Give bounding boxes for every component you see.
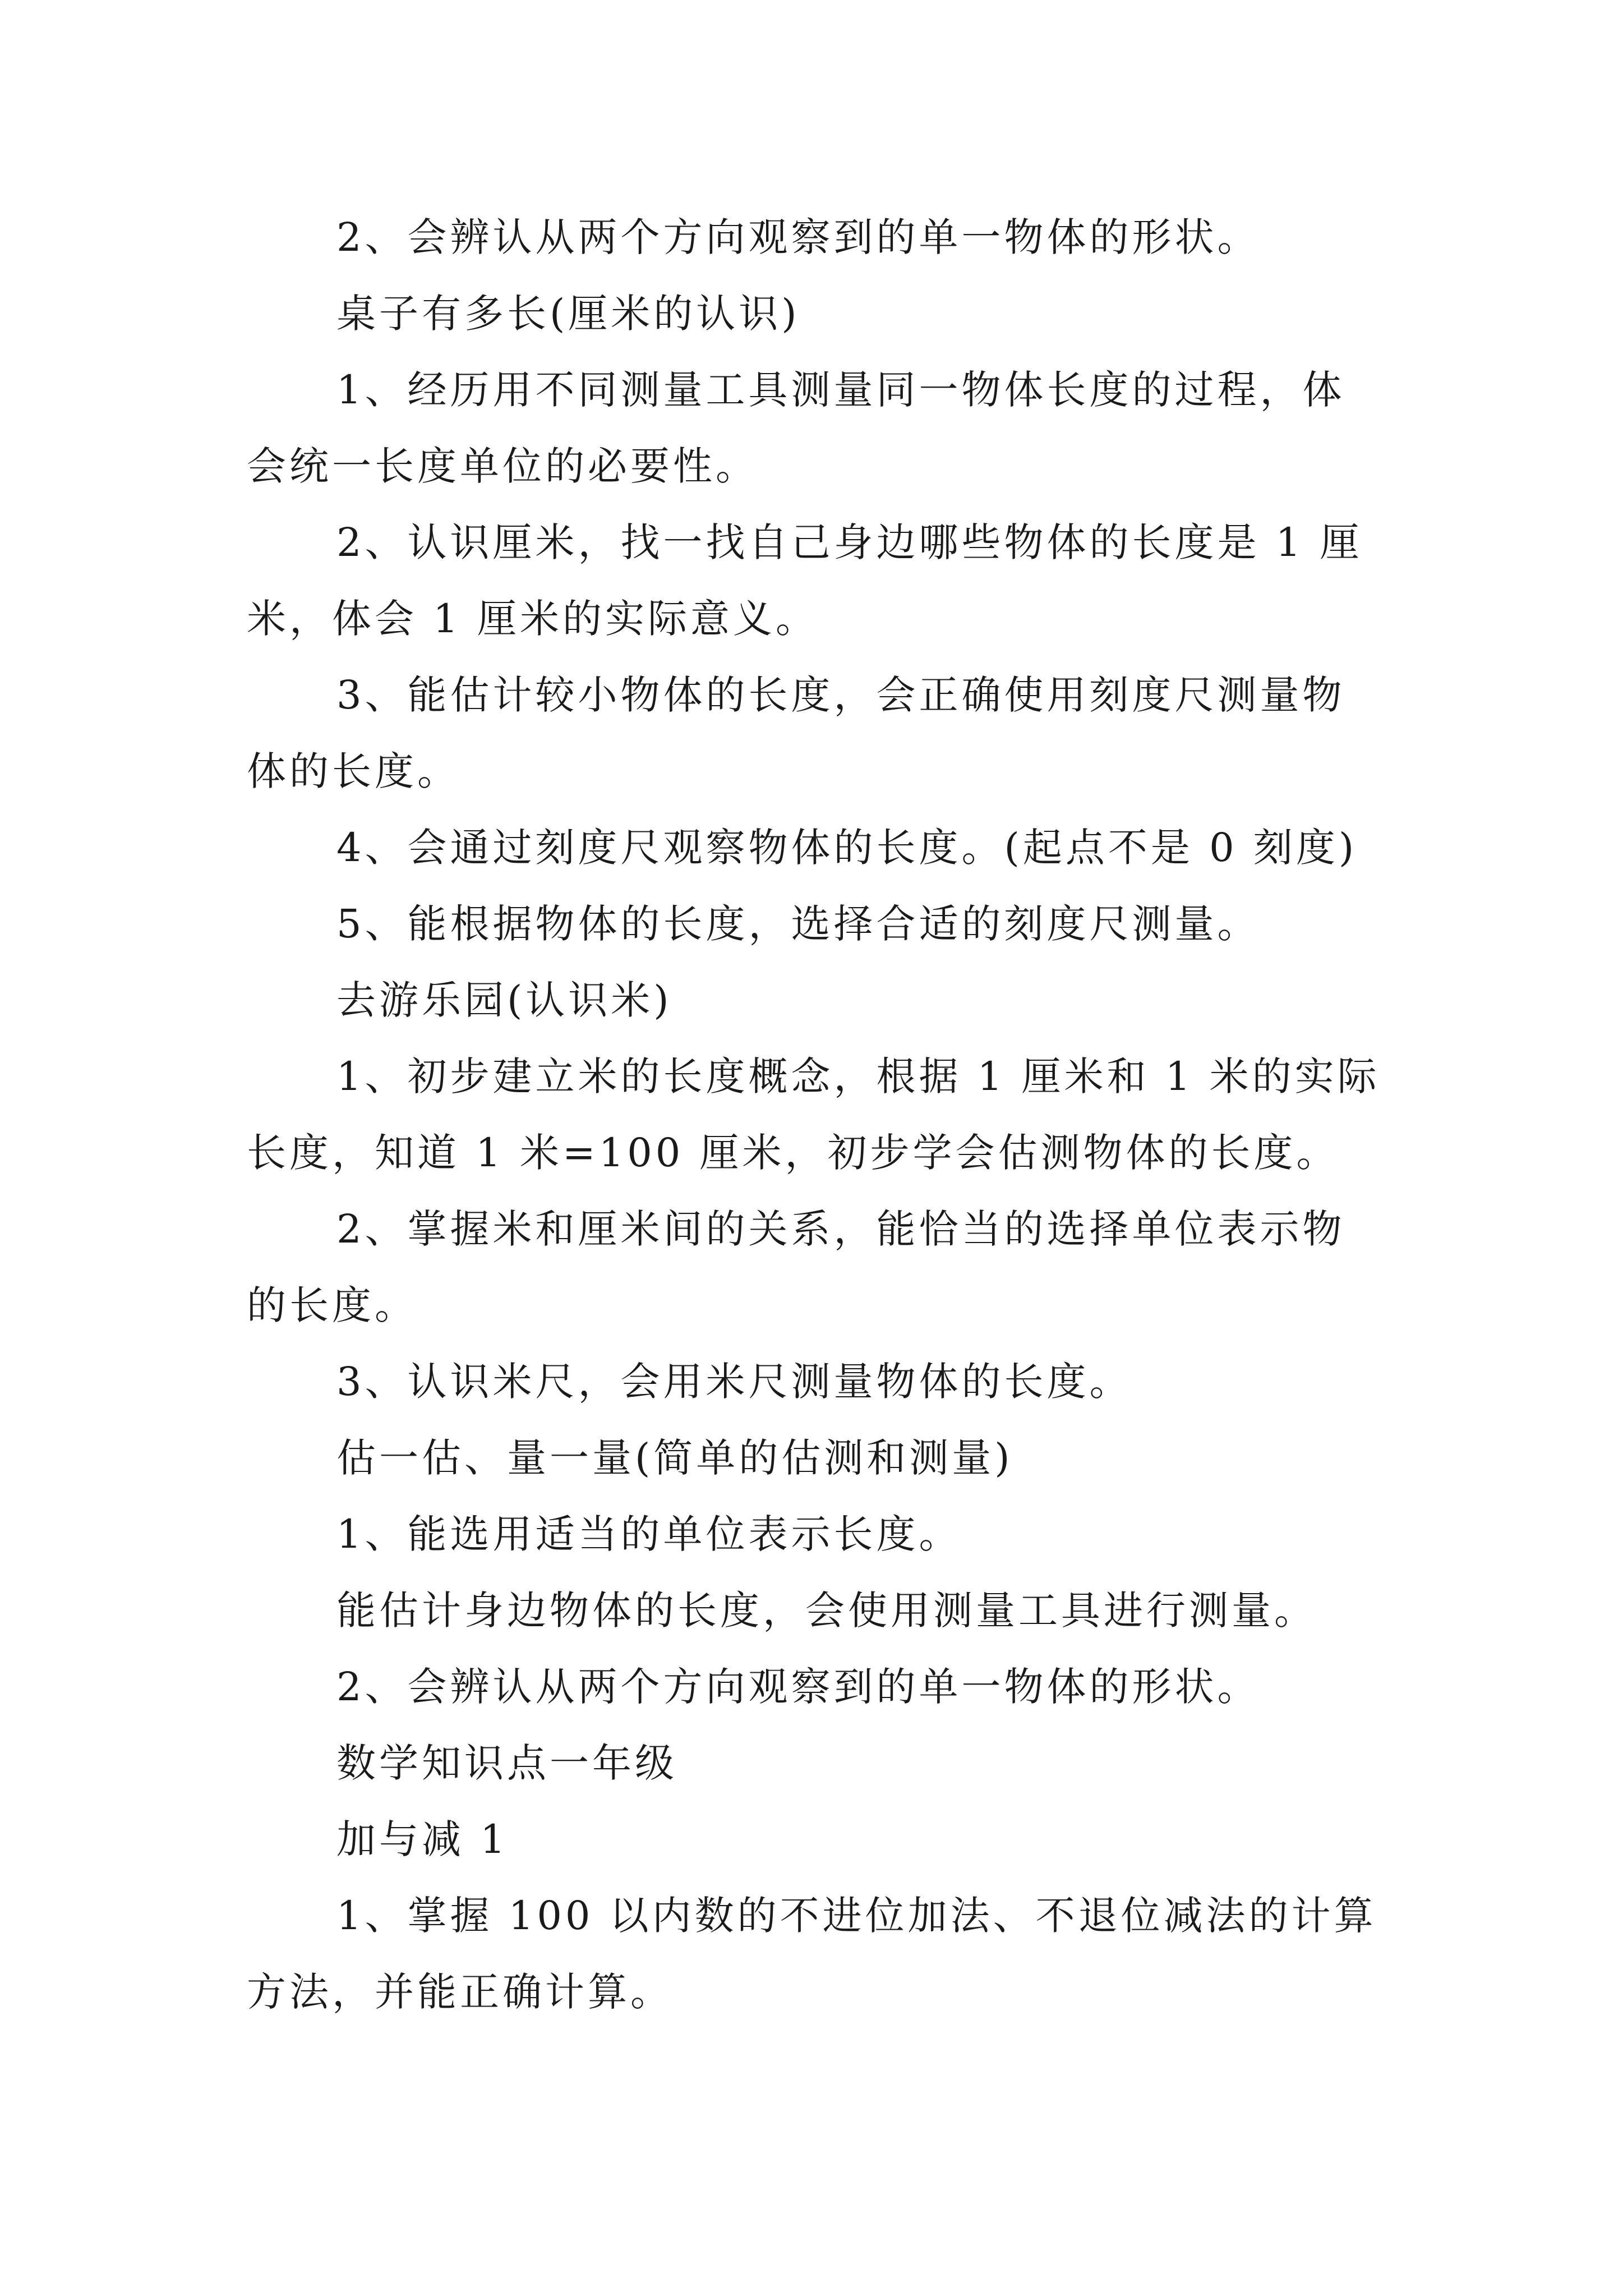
paragraph-choose-ruler: 5、能根据物体的长度，选择合适的刻度尺测量。 [336,901,1260,947]
section-heading-estimate: 估一估、量一量(简单的估测和测量) [336,1435,1013,1481]
paragraph-addition-method: 1、掌握 100 以内数的不进位加法、不退位减法的计算方法，并能正确计算。 [247,1893,1377,2015]
section-heading-add-subtract: 加与减 1 [336,1816,509,1862]
paragraph-ruler-observe: 4、会通过刻度尺观察物体的长度。(起点不是 0 刻度) [336,825,1358,871]
paragraph-observe-shape: 2、会辨认从两个方向观察到的单一物体的形状。 [336,214,1260,260]
section-heading-meter: 去游乐园(认识米) [336,977,672,1023]
paragraph-observe-shape-repeat: 2、会辨认从两个方向观察到的单一物体的形状。 [336,1664,1260,1710]
section-heading-grade-one: 数学知识点一年级 [336,1740,677,1786]
paragraph-know-centimeter: 2、认识厘米，找一找自己身边哪些物体的长度是 1 厘米，体会 1 厘米的实际意义。 [247,519,1363,642]
section-heading-centimeter: 桌子有多长(厘米的认识) [336,291,800,337]
paragraph-meter-cm-relation: 2、掌握米和厘米间的关系，能恰当的选择单位表示物的长度。 [247,1206,1345,1328]
paragraph-estimate-nearby: 能估计身边物体的长度，会使用测量工具进行测量。 [336,1588,1317,1634]
paragraph-estimate-length: 3、能估计较小物体的长度，会正确使用刻度尺测量物体的长度。 [247,672,1345,794]
paragraph-meter-ruler: 3、认识米尺，会用米尺测量物体的长度。 [336,1359,1132,1405]
paragraph-choose-unit: 1、能选用适当的单位表示长度。 [336,1511,962,1557]
paragraph-meter-concept: 1、初步建立米的长度概念，根据 1 厘米和 1 米的实际长度，知道 1 米=100 厘米，初步学会估测物体的长度。 [247,1053,1380,1176]
paragraph-measure-tools: 1、经历用不同测量工具测量同一物体长度的过程，体会统一长度单位的必要性。 [247,367,1345,489]
